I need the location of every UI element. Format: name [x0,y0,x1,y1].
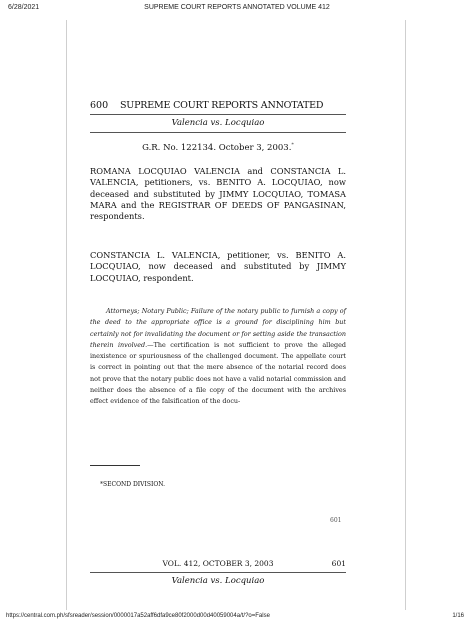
syllabus-paragraph [90,306,346,408]
next-header-rule [90,572,346,573]
print-url[interactable]: https://central.com.ph/sfsreader/session/0000017a52aff6dfa9ce80f2000d00d40059004a/t/?o=False [6,613,270,619]
parties-block-1 [90,166,346,222]
syllabus [90,306,346,408]
parties-text-1: ROMANA LOCQUIAO VALENCIA and CONSTANCIA L. VALENCIA, petitioners, vs. BENITO A. LOCQUIAO, now deceased and substituted by JIMMY LOCQUIAO, TOMASA MARA and the REGISTRAR OF DEEDS OF PANGASINAN, respondents. [90,166,346,222]
page-number: 600 [90,100,109,111]
gr-number-text: G.R. No. 122134. October 3, 2003. [142,142,292,153]
case-caption: Valencia vs. Locquiao [171,118,265,128]
header-rule-top [90,114,346,115]
footnote-rule [90,465,140,466]
running-title: SUPREME COURT REPORTS ANNOTATED [120,100,324,111]
browser-print-footer [0,613,474,625]
gr-number [90,142,346,153]
browser-print-header [0,4,474,16]
syllabus-italic: Attorneys; Notary Public; Failure of the notary public to furnish a copy of the deed to the appropriate office is a ground for disciplining him but certainly not for invalidating the document or for setting aside the transaction therein involved. [90,307,346,349]
next-page-number: 601 [331,559,346,568]
volume-line: VOL. 412, OCTOBER 3, 2003 [162,559,274,568]
syllabus-body: —The certification is not sufficient to prove the alleged inexistence or spuriousness of the challenged document. The appellate court is correct in pointing out that the mere absence of the notarial record does not prove that the notary public does not have a valid notarial commission and neither does the absence of a file copy of the document with the archives effect evidence of the falsification of the docu- [90,340,346,406]
header-rule-bottom [90,132,346,133]
parties-block-2 [90,250,346,284]
gr-footnote-marker[interactable]: * [291,142,294,148]
print-date: 6/28/2021 [8,4,40,11]
footnote: *SECOND DIVISION. [100,481,166,488]
next-case-caption: Valencia vs. Locquiao [171,576,265,586]
print-title: SUPREME COURT REPORTS ANNOTATED VOLUME 412 [144,4,330,11]
small-page-number: 601 [330,517,342,524]
parties-text-2: CONSTANCIA L. VALENCIA, petitioner, vs. BENITO A. LOCQUIAO, now deceased and substituted by JIMMY LOCQUIAO, respondent. [90,250,346,283]
print-page-counter: 1/16 [452,613,464,619]
